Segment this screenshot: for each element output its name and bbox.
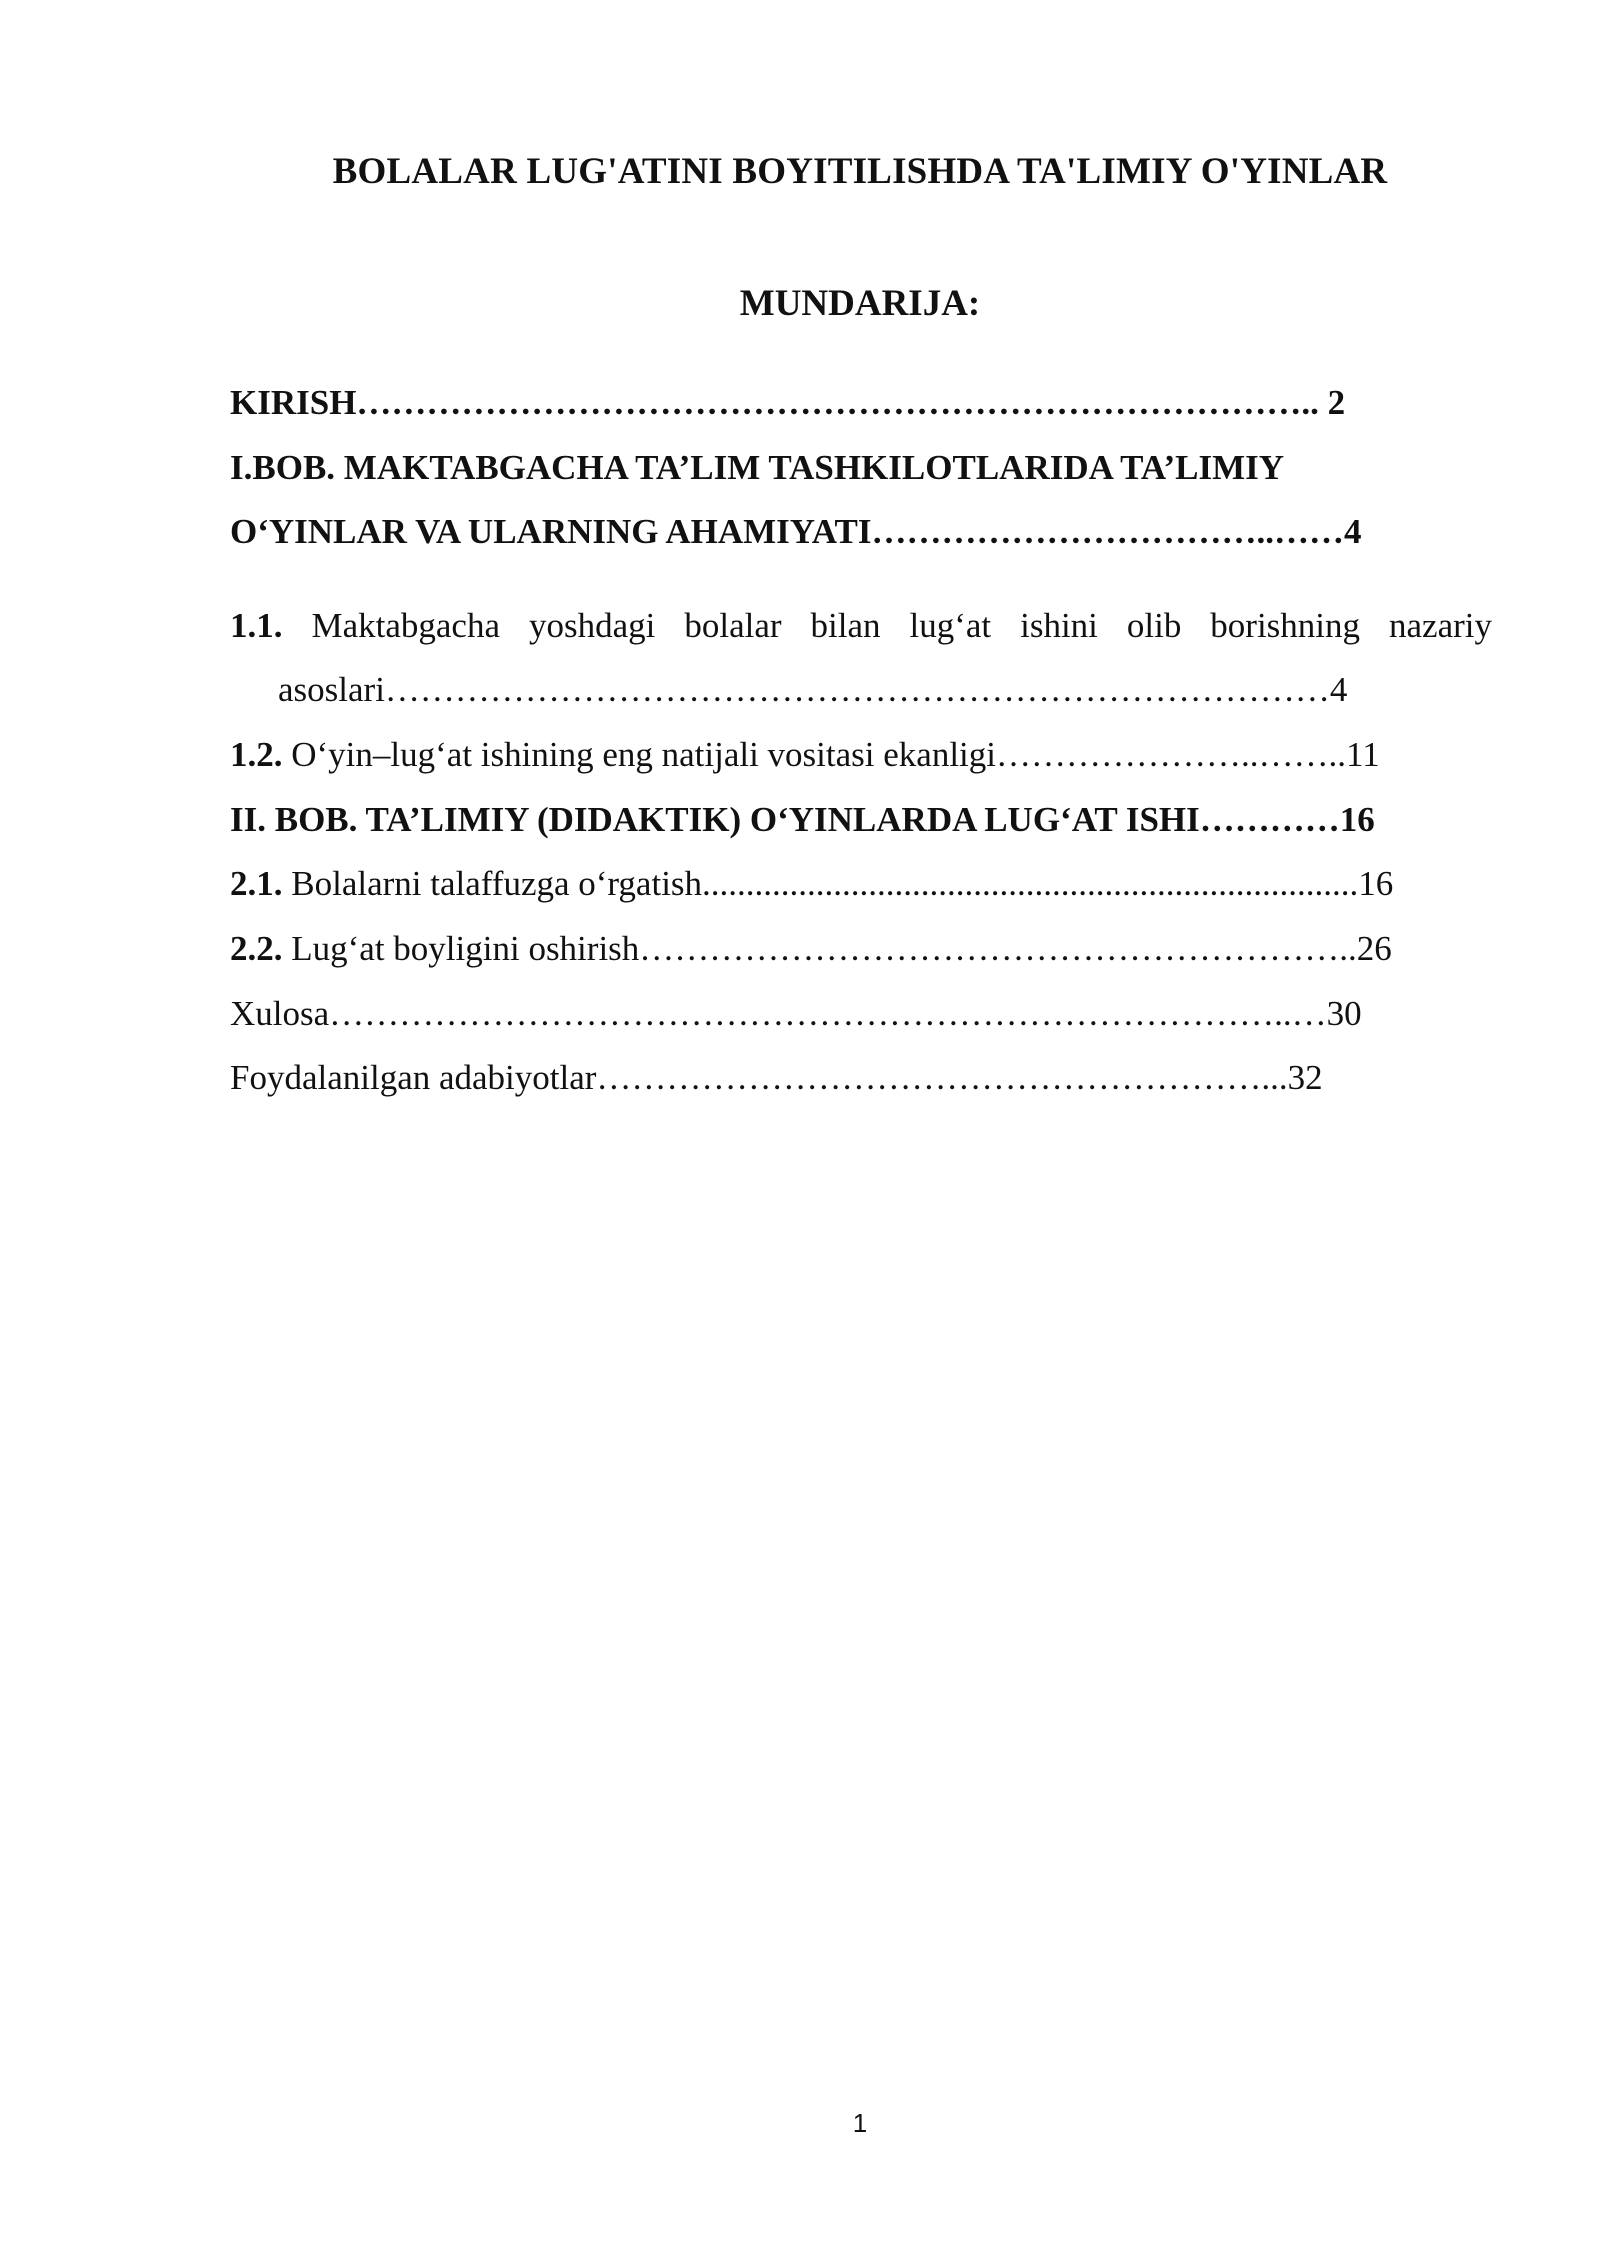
toc-entry-chapter-1-continued — [230, 514, 1361, 549]
toc-entry-text: Xulosa………………………………………………………………………..…30 — [230, 994, 1362, 1033]
document-title: BOLALAR LUG'ATINI BOYITILISHDA TA'LIMIY O'YINLAR — [332, 151, 1388, 192]
toc-entry-text: Foydalanilgan adabiyotlar…………………………………………………...32 — [230, 1058, 1323, 1097]
toc-entry-text: II. BOB. TA’LIMIY (DIDAKTIK) O‘YINLARDA LUG‘AT ISHI…………16 — [230, 800, 1375, 839]
toc-entry-text: KIRISH……………………………………………………………………….. 2 — [230, 383, 1346, 422]
toc-entry-text: O‘YINLAR VA ULARNING AHAMIYATI……………………………..……4 — [230, 512, 1362, 551]
toc-entry-text: I.BOB. MAKTABGACHA TA’LIM TASHKILOTLARIDA TA’LIMIY — [230, 448, 1285, 487]
toc-entry-text: Lug‘at boyligini oshirish……………………………………………………..26 — [291, 929, 1392, 968]
toc-entry-chapter-2 — [230, 802, 1375, 837]
toc-entry-number: 1.1. — [230, 606, 283, 645]
toc-entry-text: asoslari………………………………………………………………………4 — [278, 670, 1348, 709]
toc-entry-xulosa — [230, 996, 1362, 1031]
toc-entry-section-1-2 — [230, 737, 1380, 772]
toc-entry-text: O‘yin–lug‘at ishining eng natijali vositasi ekanligi…………………..……..11 — [291, 735, 1380, 774]
toc-entry-section-2-1 — [230, 866, 1393, 901]
toc-heading: MUNDARIJA: — [739, 283, 981, 324]
toc-entry-number: 2.2. — [230, 929, 283, 968]
toc-entry-section-2-2 — [230, 931, 1392, 966]
page-number: 1 — [852, 2108, 868, 2138]
toc-entry-number: 1.2. — [230, 735, 283, 774]
toc-entry-number: 2.1. — [230, 864, 283, 903]
toc-entry-references — [230, 1060, 1323, 1095]
toc-entry-chapter-1 — [230, 450, 1284, 485]
toc-entry-text: Maktabgacha yoshdagi bolalar bilan lug‘at ishini olib borishning nazariy — [311, 606, 1492, 645]
toc-entry-section-1-1 — [230, 608, 1492, 643]
toc-entry-kirish — [230, 385, 1345, 420]
toc-entry-text: Bolalarni talaffuzga o‘rgatish...........................................................................16 — [291, 864, 1394, 903]
toc-entry-section-1-1-continued — [278, 672, 1347, 707]
